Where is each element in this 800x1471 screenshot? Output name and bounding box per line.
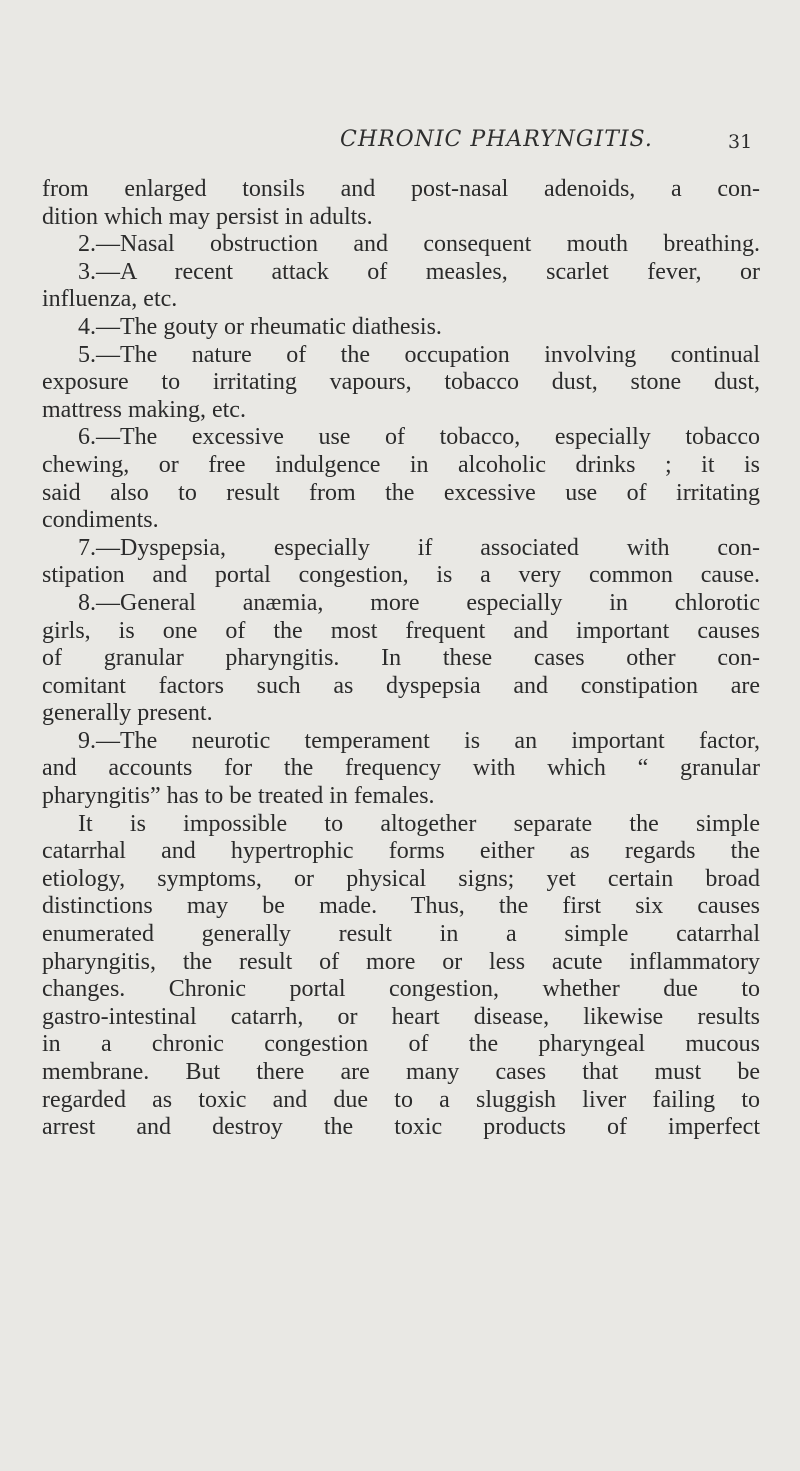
text-line: arrest and destroy the toxic products of imperfect [42, 1114, 760, 1141]
text-line: distinctions may be made. Thus, the first six causes [42, 893, 760, 920]
text-line: pharyngitis, the result of more or less acute inflammatory [42, 948, 760, 975]
text-line: 9.—The neurotic temperament is an important factor, [78, 727, 760, 754]
text-line: in a chronic congestion of the pharyngeal mucous [42, 1031, 760, 1058]
text-line: 7.—Dyspepsia, especially if associated with con- [78, 534, 760, 561]
text-line: mattress making, etc. [42, 396, 246, 423]
text-line: influenza, etc. [42, 286, 178, 313]
text-line: catarrhal and hypertrophic forms either as regards the [42, 838, 760, 865]
body-text [42, 176, 760, 1142]
text-line: gastro-intestinal catarrh, or heart disease, likewise results [42, 1003, 760, 1030]
text-line: and accounts for the frequency with which “ granular [42, 755, 760, 782]
text-line: regarded as toxic and due to a sluggish liver failing to [42, 1086, 760, 1113]
text-line: condiments. [42, 507, 159, 534]
text-line: enumerated generally result in a simple catarrhal [42, 921, 760, 948]
text-line: chewing, or free indulgence in alcoholic drinks ; it is [42, 451, 760, 478]
text-line: of granular pharyngitis. In these cases other con- [42, 645, 760, 672]
text-line: dition which may persist in adults. [42, 203, 373, 230]
text-line: from enlarged tonsils and post-nasal adenoids, a con- [42, 176, 760, 202]
text-line: comitant factors such as dyspepsia and constipation are [42, 672, 760, 699]
text-line: pharyngitis” has to be treated in females. [42, 783, 435, 810]
text-line: It is impossible to altogether separate the simple [78, 810, 760, 837]
text-line: 4.—The gouty or rheumatic diathesis. [78, 313, 442, 340]
text-line: 2.—Nasal obstruction and consequent mouth breathing. [78, 231, 760, 258]
text-line: membrane. But there are many cases that must be [42, 1059, 760, 1085]
text-line: stipation and portal congestion, is a very common cause. [42, 562, 760, 589]
page-header [0, 127, 800, 167]
page-number: 31 [728, 131, 753, 153]
text-line: 6.—The excessive use of tobacco, especially tobacco [78, 424, 760, 451]
running-title: CHRONIC PHARYNGITIS. [340, 127, 653, 152]
text-line: generally present. [42, 700, 213, 727]
text-line: exposure to irritating vapours, tobacco dust, stone dust, [42, 369, 760, 396]
text-line: girls, is one of the most frequent and important causes [42, 617, 760, 644]
text-line: changes. Chronic portal congestion, whether due to [42, 976, 760, 1003]
text-line: 8.—General anæmia, more especially in chlorotic [78, 589, 760, 616]
text-line: 3.—A recent attack of measles, scarlet fever, or [78, 258, 760, 285]
text-line: etiology, symptoms, or physical signs; yet certain broad [42, 865, 760, 892]
text-line: said also to result from the excessive use of irritating [42, 479, 760, 506]
text-line: 5.—The nature of the occupation involving continual [78, 341, 760, 368]
